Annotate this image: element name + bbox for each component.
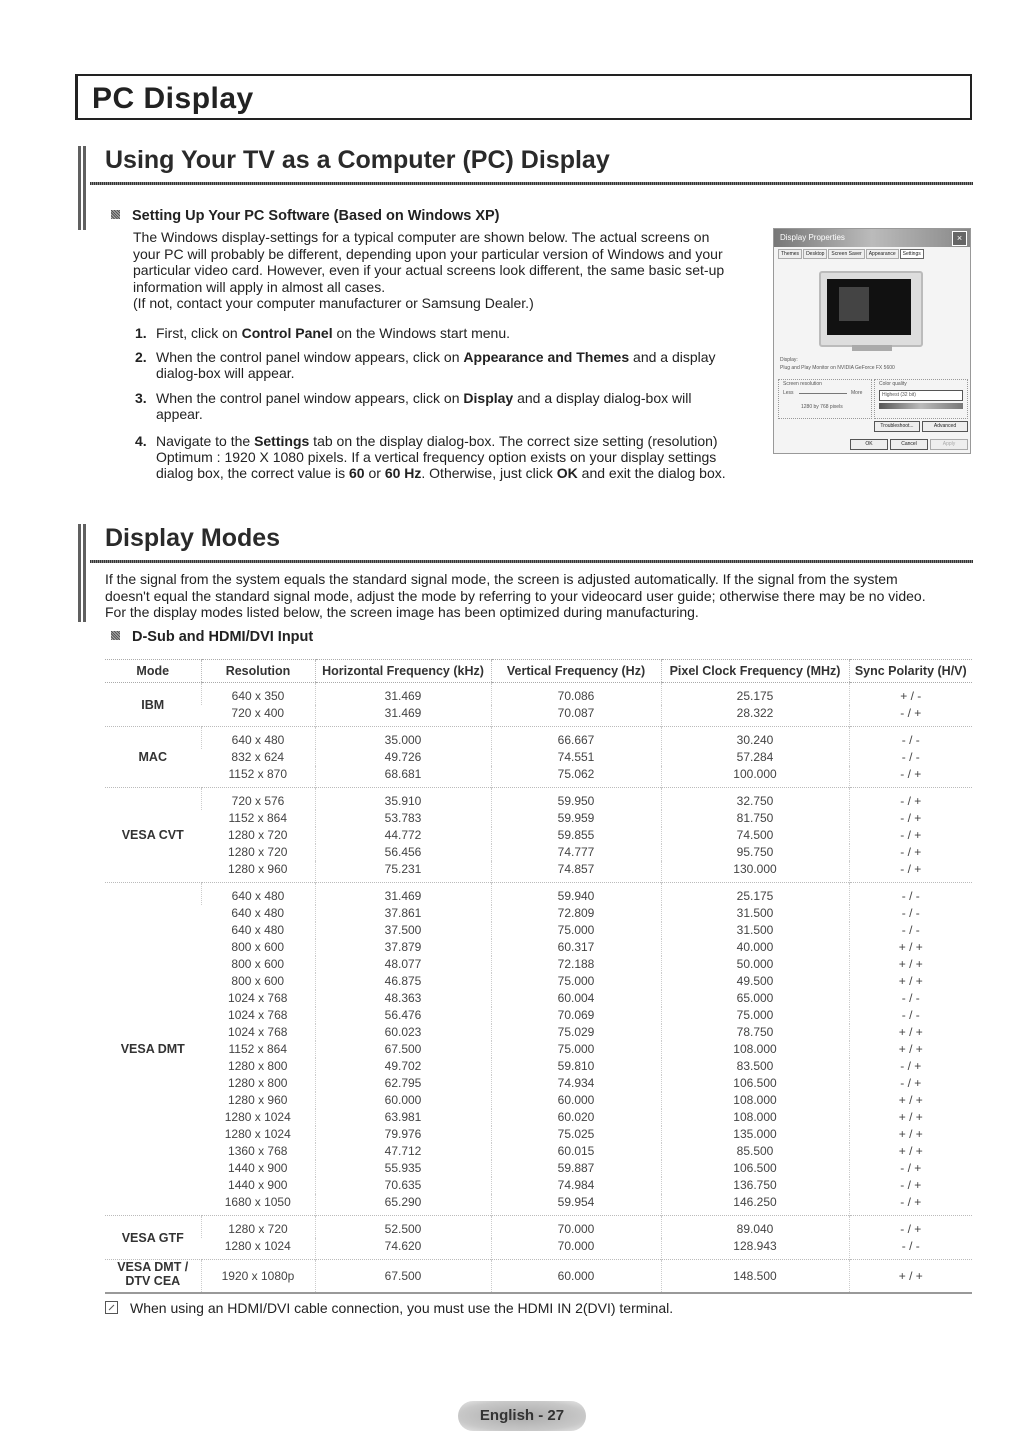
resolution-cell: 1280 x 720 [228, 828, 288, 842]
sync-polarity-cell: - / + [849, 1194, 972, 1216]
resolution-cell: 640 x 480 [231, 906, 285, 920]
resolution-cell: 1024 x 768 [228, 1008, 288, 1022]
step-1: 1. First, click on Control Panel on the Windows start menu. [135, 325, 511, 341]
pixel-clock-cell: 106.500 [661, 1075, 849, 1092]
resolution-cell: 640 x 480 [201, 883, 315, 906]
horizontal-frequency-cell: 53.783 [315, 810, 491, 827]
horizontal-frequency-cell: 79.976 [315, 1126, 491, 1143]
horizontal-frequency-cell: 60.023 [315, 1024, 491, 1041]
horizontal-frequency-cell: 55.935 [315, 1160, 491, 1177]
apply-button[interactable]: Apply [930, 439, 968, 450]
vertical-frequency-cell: 59.954 [491, 1194, 661, 1216]
table-row [105, 1160, 972, 1177]
table-row [105, 810, 972, 827]
resolution-cell: 1152 x 870 [228, 767, 287, 781]
horizontal-frequency-cell: 52.500 [315, 1216, 491, 1239]
sync-polarity-cell: - / + [849, 861, 972, 883]
sync-polarity-cell: - / + [849, 1075, 972, 1092]
header-mode: Mode [105, 660, 201, 683]
vertical-frequency-cell: 74.551 [491, 749, 661, 766]
vertical-frequency-cell: 75.029 [491, 1024, 661, 1041]
table-row [105, 727, 972, 750]
section-bars [78, 524, 92, 622]
advanced-button[interactable]: Advanced [922, 421, 968, 432]
sync-polarity-cell: - / + [849, 810, 972, 827]
display-modes-paragraph: If the signal from the system equals the standard signal mode, the screen is adjusted automatically. If the signal from the system doesn't equal the standard signal mode, adjust the mode by referring to your videocard user guide; otherwise there may be no video. For the display modes listed below, the screen image has been optimized during manufacturing. [105, 571, 926, 620]
sync-polarity-cell: + / + [849, 956, 972, 973]
pixel-clock-cell: 89.040 [661, 1216, 849, 1239]
horizontal-frequency-cell: 37.861 [315, 905, 491, 922]
resolution-cell: 720 x 576 [201, 788, 315, 811]
vertical-frequency-cell: 74.857 [491, 861, 661, 883]
table-row [105, 956, 972, 973]
pixel-clock-cell: 100.000 [661, 766, 849, 788]
horizontal-frequency-cell: 65.290 [315, 1194, 491, 1216]
ok-button[interactable]: OK [850, 439, 888, 450]
vertical-frequency-cell: 60.000 [491, 1260, 661, 1294]
table-row [105, 905, 972, 922]
monitor-stand [852, 345, 892, 351]
pixel-clock-cell: 146.250 [661, 1194, 849, 1216]
mode-cell: VESA GTF [105, 1216, 201, 1260]
horizontal-frequency-cell: 44.772 [315, 827, 491, 844]
display-label: Display: [780, 357, 798, 363]
resolution-cell: 1280 x 720 [201, 1216, 315, 1239]
vertical-frequency-cell: 59.887 [491, 1160, 661, 1177]
cancel-button[interactable]: Cancel [890, 439, 928, 450]
table-row [105, 749, 972, 766]
vertical-frequency-cell: 74.984 [491, 1177, 661, 1194]
table-row [105, 1058, 972, 1075]
page-number-badge: English - 27 [458, 1401, 586, 1431]
table-row [105, 766, 972, 788]
header-resolution: Resolution [201, 660, 315, 683]
vertical-frequency-cell: 60.317 [491, 939, 661, 956]
troubleshoot-button[interactable]: Troubleshoot... [874, 421, 920, 432]
vertical-frequency-cell: 59.940 [491, 883, 661, 906]
resolution-cell: 1152 x 864 [228, 1042, 287, 1056]
table-row [105, 1260, 972, 1294]
resolution-cell: 800 x 600 [231, 940, 285, 954]
vertical-frequency-cell: 75.062 [491, 766, 661, 788]
table-row [105, 844, 972, 861]
pixel-clock-cell: 85.500 [661, 1143, 849, 1160]
tab-desktop[interactable]: Desktop [803, 249, 827, 259]
horizontal-frequency-cell: 47.712 [315, 1143, 491, 1160]
vertical-frequency-cell: 70.069 [491, 1007, 661, 1024]
pixel-clock-cell: 108.000 [661, 1092, 849, 1109]
table-row [105, 1092, 972, 1109]
resolution-cell: 1360 x 768 [228, 1144, 288, 1158]
dialog-titlebar: Display Properties × [774, 229, 970, 247]
header-horizontal-frequency: Horizontal Frequency (kHz) [315, 660, 491, 683]
sync-polarity-cell: - / + [849, 705, 972, 727]
header-sync-polarity: Sync Polarity (H/V) [849, 660, 972, 683]
pixel-clock-cell: 108.000 [661, 1041, 849, 1058]
subheading-dsub-hdmi: D-Sub and HDMI/DVI Input [111, 629, 313, 645]
vertical-frequency-cell: 60.004 [491, 990, 661, 1007]
horizontal-frequency-cell: 49.702 [315, 1058, 491, 1075]
vertical-frequency-cell: 70.087 [491, 705, 661, 727]
resolution-cell: 720 x 400 [231, 706, 285, 720]
table-row [105, 1177, 972, 1194]
resolution-cell: 800 x 600 [231, 974, 285, 988]
mode-cell: MAC [105, 727, 201, 788]
horizontal-frequency-cell: 31.469 [315, 883, 491, 906]
sync-polarity-cell: + / + [849, 1143, 972, 1160]
note: When using an HDMI/DVI cable connection, you must use the HDMI IN 2(DVI) terminal. [105, 1300, 673, 1316]
horizontal-frequency-cell: 60.000 [315, 1092, 491, 1109]
pixel-clock-cell: 135.000 [661, 1126, 849, 1143]
mode-cell: IBM [105, 683, 201, 727]
pixel-clock-cell: 31.500 [661, 922, 849, 939]
vertical-frequency-cell: 70.086 [491, 683, 661, 706]
vertical-frequency-cell: 74.934 [491, 1075, 661, 1092]
table-row [105, 883, 972, 906]
pixel-clock-cell: 128.943 [661, 1238, 849, 1260]
page-title: PC Display [92, 82, 254, 115]
pixel-clock-cell: 28.322 [661, 705, 849, 727]
resolution-cell: 1152 x 864 [228, 811, 287, 825]
resolution-cell: 1440 x 900 [228, 1161, 288, 1175]
sync-polarity-cell: + / - [849, 683, 972, 706]
pixel-clock-cell: 78.750 [661, 1024, 849, 1041]
header-tick [75, 84, 78, 112]
vertical-frequency-cell: 60.015 [491, 1143, 661, 1160]
horizontal-frequency-cell: 31.469 [315, 705, 491, 727]
resolution-cell: 1280 x 1024 [224, 1239, 291, 1253]
vertical-frequency-cell: 74.777 [491, 844, 661, 861]
table-row [105, 1194, 972, 1216]
section-bars [78, 146, 92, 230]
vertical-frequency-cell: 59.810 [491, 1058, 661, 1075]
step-3: 3. When the control panel window appears, click on Display and a display dialog-box will appear. [135, 390, 692, 422]
horizontal-frequency-cell: 46.875 [315, 973, 491, 990]
resolution-cell: 800 x 600 [231, 957, 285, 971]
mode-cell: VESA CVT [105, 788, 201, 883]
tab-themes[interactable]: Themes [778, 249, 802, 259]
horizontal-frequency-cell: 67.500 [315, 1041, 491, 1058]
resolution-cell: 1280 x 960 [228, 1093, 288, 1107]
section-title: Display Modes [105, 524, 281, 552]
horizontal-frequency-cell: 70.635 [315, 1177, 491, 1194]
resolution-cell: 640 x 480 [231, 923, 285, 937]
sync-polarity-cell: - / + [849, 1177, 972, 1194]
tab-appearance[interactable]: Appearance [866, 249, 899, 259]
table-row [105, 990, 972, 1007]
horizontal-frequency-cell: 56.456 [315, 844, 491, 861]
table-row [105, 1109, 972, 1126]
sync-polarity-cell: - / + [849, 788, 972, 811]
vertical-frequency-cell: 60.020 [491, 1109, 661, 1126]
sync-polarity-cell: - / - [849, 990, 972, 1007]
pixel-clock-cell: 106.500 [661, 1160, 849, 1177]
display-properties-dialog [773, 228, 971, 454]
pixel-clock-cell: 108.000 [661, 1109, 849, 1126]
resolution-cell: 1280 x 800 [228, 1059, 288, 1073]
bullet-square-icon [111, 210, 120, 219]
pixel-clock-cell: 32.750 [661, 788, 849, 811]
close-icon[interactable]: × [952, 231, 967, 246]
horizontal-frequency-cell: 37.879 [315, 939, 491, 956]
table-row [105, 683, 972, 706]
subheading-setting-up: Setting Up Your PC Software (Based on Windows XP) [111, 208, 500, 224]
resolution-cell: 1280 x 720 [228, 845, 288, 859]
horizontal-frequency-cell: 48.363 [315, 990, 491, 1007]
resolution-cell: 1280 x 1024 [224, 1110, 291, 1124]
note-icon [105, 1301, 118, 1314]
sync-polarity-cell: - / - [849, 922, 972, 939]
pixel-clock-cell: 83.500 [661, 1058, 849, 1075]
bullet-square-icon [111, 631, 120, 640]
horizontal-frequency-cell: 48.077 [315, 956, 491, 973]
pixel-clock-cell: 130.000 [661, 861, 849, 883]
resolution-slider[interactable] [799, 393, 847, 394]
vertical-frequency-cell: 66.667 [491, 727, 661, 750]
table-row [105, 1075, 972, 1092]
step-2: 2. When the control panel window appears, click on Appearance and Themes and a display dialog-box will appear. [135, 349, 716, 381]
table-row [105, 827, 972, 844]
pixel-clock-cell: 75.000 [661, 1007, 849, 1024]
tab-screen-saver[interactable]: Screen Saver [828, 249, 864, 259]
dialog-tabs [778, 249, 925, 259]
sync-polarity-cell: + / + [849, 939, 972, 956]
vertical-frequency-cell: 60.000 [491, 1092, 661, 1109]
table-row [105, 861, 972, 883]
pixel-clock-cell: 95.750 [661, 844, 849, 861]
table-row [105, 1216, 972, 1239]
pixel-clock-cell: 25.175 [661, 683, 849, 706]
table-row [105, 1143, 972, 1160]
vertical-frequency-cell: 75.000 [491, 922, 661, 939]
resolution-cell: 1440 x 900 [228, 1178, 288, 1192]
vertical-frequency-cell: 72.188 [491, 956, 661, 973]
table-row [105, 922, 972, 939]
sync-polarity-cell: - / - [849, 1238, 972, 1260]
horizontal-frequency-cell: 35.910 [315, 788, 491, 811]
vertical-frequency-cell: 75.000 [491, 1041, 661, 1058]
sync-polarity-cell: + / + [849, 1109, 972, 1126]
section-rule [90, 560, 973, 563]
sync-polarity-cell: + / + [849, 973, 972, 990]
sync-polarity-cell: - / + [849, 844, 972, 861]
pixel-clock-cell: 30.240 [661, 727, 849, 750]
resolution-group: Screen resolution Less More 1280 by 768 pixels [778, 379, 872, 419]
table-row [105, 1007, 972, 1024]
sync-polarity-cell: + / + [849, 1024, 972, 1041]
monitor-preview [819, 271, 923, 347]
vertical-frequency-cell: 59.959 [491, 810, 661, 827]
vertical-frequency-cell: 70.000 [491, 1216, 661, 1239]
section-title: Using Your TV as a Computer (PC) Display [105, 146, 610, 174]
header-pixel-clock: Pixel Clock Frequency (MHz) [661, 660, 849, 683]
sync-polarity-cell: + / + [849, 1092, 972, 1109]
pixel-clock-cell: 57.284 [661, 749, 849, 766]
resolution-cell: 1280 x 960 [228, 862, 288, 876]
sync-polarity-cell: - / - [849, 727, 972, 750]
color-quality-group: Color quality Highest (32 bit) [874, 379, 968, 419]
pixel-clock-cell: 40.000 [661, 939, 849, 956]
table-row [105, 1041, 972, 1058]
table-row [105, 1126, 972, 1143]
pixel-clock-cell: 50.000 [661, 956, 849, 973]
sync-polarity-cell: - / + [849, 1160, 972, 1177]
step-4: 4. Navigate to the Settings tab on the display dialog-box. The correct size setting (resolution) Optimum : 1920 X 1080 pixels. If a vertical frequency option exists on your display settings dialog box, the correct value is 60 or 60 Hz. Otherwise, just click OK and exit the dialog box. [135, 433, 726, 481]
sync-polarity-cell: - / + [849, 766, 972, 788]
color-quality-select[interactable]: Highest (32 bit) [879, 390, 963, 401]
header-vertical-frequency: Vertical Frequency (Hz) [491, 660, 661, 683]
resolution-cell: 1280 x 1024 [224, 1127, 291, 1141]
sync-polarity-cell: - / + [849, 1058, 972, 1075]
pixel-clock-cell: 136.750 [661, 1177, 849, 1194]
table-row [105, 1024, 972, 1041]
resolution-cell: 1920 x 1080p [201, 1260, 315, 1294]
resolution-cell: 640 x 480 [201, 727, 315, 750]
horizontal-frequency-cell: 49.726 [315, 749, 491, 766]
section-rule [90, 182, 973, 185]
vertical-frequency-cell: 59.950 [491, 788, 661, 811]
sync-polarity-cell: - / + [849, 1216, 972, 1239]
mode-cell: VESA DMT [105, 883, 201, 1216]
tab-settings[interactable]: Settings [900, 249, 924, 259]
table-row [105, 1238, 972, 1260]
resolution-cell: 1280 x 800 [228, 1076, 288, 1090]
horizontal-frequency-cell: 62.795 [315, 1075, 491, 1092]
intro-paragraph: The Windows display-settings for a typical computer are shown below. The actual screens on your PC will probably be different, depending upon your particular version of Windows and your particular video card. However, even if your actual screens look different, the same basic set-up information will apply in almost all cases. (If not, contact your computer manufacturer or Samsung Dealer.) [133, 229, 725, 311]
sync-polarity-cell: - / - [849, 905, 972, 922]
horizontal-frequency-cell: 68.681 [315, 766, 491, 788]
sync-polarity-cell: - / - [849, 749, 972, 766]
mode-cell: VESA DMT / DTV CEA [105, 1260, 201, 1294]
sync-polarity-cell: + / + [849, 1260, 972, 1294]
sync-polarity-cell: - / - [849, 1007, 972, 1024]
pixel-clock-cell: 49.500 [661, 973, 849, 990]
horizontal-frequency-cell: 35.000 [315, 727, 491, 750]
pixel-clock-cell: 31.500 [661, 905, 849, 922]
vertical-frequency-cell: 59.855 [491, 827, 661, 844]
horizontal-frequency-cell: 67.500 [315, 1260, 491, 1294]
color-bar [879, 403, 963, 409]
resolution-cell: 832 x 624 [231, 750, 285, 764]
sync-polarity-cell: - / - [849, 883, 972, 906]
horizontal-frequency-cell: 56.476 [315, 1007, 491, 1024]
vertical-frequency-cell: 72.809 [491, 905, 661, 922]
page-header-box [75, 74, 972, 120]
resolution-cell: 640 x 350 [201, 683, 315, 706]
horizontal-frequency-cell: 75.231 [315, 861, 491, 883]
table-row [105, 705, 972, 727]
display-value: Plug and Play Monitor on NVIDIA GeForce FX 5600 [780, 365, 895, 371]
vertical-frequency-cell: 75.025 [491, 1126, 661, 1143]
horizontal-frequency-cell: 63.981 [315, 1109, 491, 1126]
table-header-row [105, 660, 972, 683]
horizontal-frequency-cell: 74.620 [315, 1238, 491, 1260]
pixel-clock-cell: 25.175 [661, 883, 849, 906]
display-modes-table [105, 659, 972, 1294]
table-row [105, 788, 972, 811]
pixel-clock-cell: 148.500 [661, 1260, 849, 1294]
pixel-clock-cell: 81.750 [661, 810, 849, 827]
sync-polarity-cell: + / + [849, 1041, 972, 1058]
vertical-frequency-cell: 75.000 [491, 973, 661, 990]
resolution-cell: 1680 x 1050 [224, 1195, 291, 1209]
resolution-cell: 1024 x 768 [228, 991, 288, 1005]
horizontal-frequency-cell: 31.469 [315, 683, 491, 706]
vertical-frequency-cell: 70.000 [491, 1238, 661, 1260]
resolution-cell: 1024 x 768 [228, 1025, 288, 1039]
sync-polarity-cell: - / + [849, 827, 972, 844]
table-row [105, 973, 972, 990]
horizontal-frequency-cell: 37.500 [315, 922, 491, 939]
table-row [105, 939, 972, 956]
pixel-clock-cell: 74.500 [661, 827, 849, 844]
pixel-clock-cell: 65.000 [661, 990, 849, 1007]
sync-polarity-cell: + / + [849, 1126, 972, 1143]
